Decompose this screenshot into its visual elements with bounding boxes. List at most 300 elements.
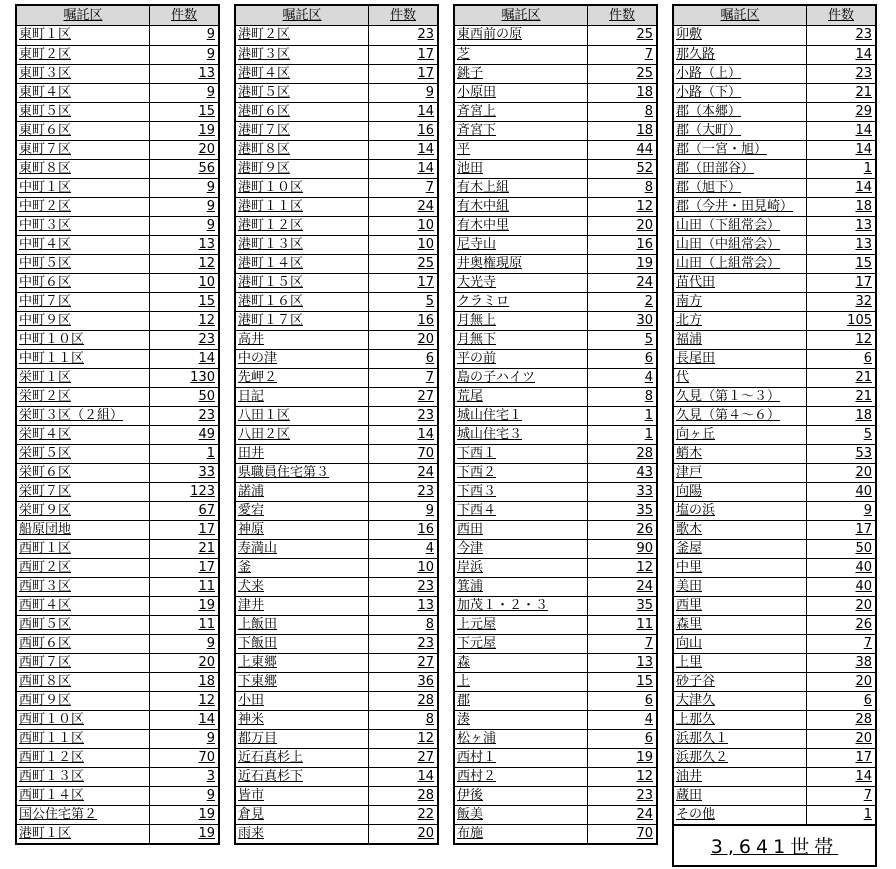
table-row [17,767,218,786]
count-cell: 7 [863,636,872,651]
table-row [674,634,875,653]
district-cell: 今津 [455,540,588,558]
district-cell: 国公住宅第２ [17,806,150,824]
count-cell: 23 [417,636,434,651]
count-cell: 13 [198,66,215,81]
district-cell: 中町５区 [17,255,150,273]
district-cell: 湊 [455,711,588,729]
count-cell: 6 [425,351,434,366]
count-cell: 8 [644,104,653,119]
district-cell: 西町１区 [17,540,150,558]
count-cell: 9 [206,788,215,803]
count-cell: 27 [417,655,434,670]
district-cell: 栄町１区 [17,369,150,387]
count-cell: 12 [636,560,653,575]
district-cell: 神原 [236,521,369,539]
count-cell: 1 [863,807,872,822]
count-cell: 27 [417,750,434,765]
table-column-1 [15,4,220,845]
count-cell: 4 [644,370,653,385]
district-cell: 港町１２区 [236,217,369,235]
table-row [674,292,875,311]
table-row [236,102,437,121]
table-row [674,805,875,824]
table-row [674,748,875,767]
count-cell: 17 [417,66,434,81]
count-cell: 36 [417,674,434,689]
table-row [455,767,656,786]
table-row [455,83,656,102]
count-cell: 3 [206,769,215,784]
count-cell: 23 [198,408,215,423]
district-cell: 芝 [455,46,588,64]
district-cell: 港町１６区 [236,293,369,311]
district-cell: 西町３区 [17,578,150,596]
table-row [674,349,875,368]
count-cell: 17 [855,522,872,537]
district-cell: 東町８区 [17,160,150,178]
table-row [17,26,218,45]
table-row [674,672,875,691]
district-cell: 小田 [236,692,369,710]
district-cell: 浜那久２ [674,749,807,767]
district-cell: 上元屋 [455,616,588,634]
district-cell: 中町１１区 [17,350,150,368]
count-cell: 14 [198,351,215,366]
table-row [455,653,656,672]
count-cell: 6 [644,731,653,746]
count-cell: 14 [855,769,872,784]
count-cell: 1 [206,446,215,461]
table-row [674,710,875,729]
district-header: 嘱託区 [674,6,807,25]
table-row [455,577,656,596]
district-cell: 西町１４区 [17,787,150,805]
table-row [17,539,218,558]
count-cell: 15 [636,674,653,689]
count-cell: 19 [636,750,653,765]
count-cell: 25 [636,66,653,81]
count-cell: 14 [417,142,434,157]
count-cell: 35 [636,598,653,613]
count-cell: 40 [855,560,872,575]
table-row [674,216,875,235]
district-cell: 愛宕 [236,502,369,520]
district-cell: 栄町６区 [17,464,150,482]
table-row [17,691,218,710]
district-cell: 東町２区 [17,46,150,64]
count-cell: 14 [855,180,872,195]
table-row [455,197,656,216]
count-cell: 9 [206,85,215,100]
table-row [236,425,437,444]
table-row [674,767,875,786]
district-cell: 県職員住宅第３ [236,464,369,482]
table-row [455,729,656,748]
table-row [236,292,437,311]
table-row [455,235,656,254]
count-cell: 9 [206,47,215,62]
table-row [236,444,437,463]
table-row [674,45,875,64]
district-cell: 斉宮上 [455,103,588,121]
count-cell: 11 [636,617,653,632]
table-row [236,596,437,615]
table-row [17,634,218,653]
district-cell: 港町６区 [236,103,369,121]
count-cell: 7 [425,180,434,195]
district-cell: 西町１１区 [17,730,150,748]
table-row [17,83,218,102]
district-cell: 有木上組 [455,179,588,197]
district-cell: 郡 [455,692,588,710]
count-cell: 1 [644,427,653,442]
district-cell: 倉見 [236,806,369,824]
district-cell: 北方 [674,312,807,330]
table-row [674,121,875,140]
count-cell: 18 [636,123,653,138]
table-row [236,64,437,83]
table-row [236,463,437,482]
district-cell: 港町１区 [17,825,150,843]
table-row [674,425,875,444]
count-cell: 33 [636,484,653,499]
table-row [236,748,437,767]
table-row [236,615,437,634]
count-cell: 7 [644,47,653,62]
district-cell: 釜屋 [674,540,807,558]
table-row [455,558,656,577]
district-cell: 皆市 [236,787,369,805]
count-cell: 23 [417,579,434,594]
table-column-4 [672,4,877,867]
district-cell: 港町４区 [236,65,369,83]
table-row [236,216,437,235]
count-cell: 52 [636,161,653,176]
table-row [455,805,656,824]
district-cell: 栄町９区 [17,502,150,520]
count-cell: 20 [855,465,872,480]
count-cell: 9 [206,218,215,233]
district-cell: 小原田 [455,84,588,102]
district-cell: 中里 [674,559,807,577]
district-cell: 中町６区 [17,274,150,292]
count-cell: 5 [863,427,872,442]
table-row [455,539,656,558]
count-cell: 23 [417,27,434,42]
count-cell: 35 [636,503,653,518]
count-cell: 17 [198,560,215,575]
count-cell: 53 [855,446,872,461]
district-cell: 銚子 [455,65,588,83]
district-cell: 東町１区 [17,26,150,45]
table-row [674,26,875,45]
count-cell: 9 [863,503,872,518]
district-cell: 東西前の原 [455,26,588,45]
table-row [236,805,437,824]
count-cell: 6 [863,693,872,708]
district-cell: 山田（上組常会） [674,255,807,273]
count-cell: 24 [636,275,653,290]
count-cell: 44 [636,142,653,157]
count-cell: 2 [644,294,653,309]
count-cell: 14 [855,47,872,62]
table-row [674,254,875,273]
table-row [236,368,437,387]
table-row [455,710,656,729]
table-row [236,539,437,558]
district-cell: 港町１５区 [236,274,369,292]
district-cell: 港町１０区 [236,179,369,197]
count-cell: 6 [644,351,653,366]
count-cell: 12 [198,313,215,328]
count-cell: 40 [855,579,872,594]
district-cell: 山田（中組常会） [674,236,807,254]
table-row [236,691,437,710]
count-cell: 9 [425,503,434,518]
table-row [674,558,875,577]
table-row [236,330,437,349]
table-row [17,520,218,539]
count-cell: 21 [855,85,872,100]
district-cell: 森 [455,654,588,672]
district-cell: 上里 [674,654,807,672]
district-cell: 津戸 [674,464,807,482]
count-cell: 9 [206,199,215,214]
table-row [17,729,218,748]
district-cell: 卯敷 [674,26,807,45]
table-row [236,729,437,748]
district-cell: 森里 [674,616,807,634]
count-cell: 19 [636,256,653,271]
count-cell: 70 [417,446,434,461]
table-row [455,634,656,653]
district-cell: 伊後 [455,787,588,805]
district-cell: 有木中組 [455,198,588,216]
count-cell: 24 [417,199,434,214]
count-cell: 29 [855,104,872,119]
count-cell: 10 [198,275,215,290]
count-cell: 23 [855,66,872,81]
table-row [17,235,218,254]
count-cell: 17 [417,47,434,62]
count-cell: 20 [198,142,215,157]
district-cell: 西町９区 [17,692,150,710]
table-row [236,140,437,159]
district-cell: 向山 [674,635,807,653]
table-row [236,349,437,368]
count-cell: 13 [636,655,653,670]
district-cell: 蛸木 [674,445,807,463]
count-cell: 130 [190,370,215,385]
count-header: 件数 [608,8,635,23]
table-header [236,6,437,26]
count-cell: 15 [198,294,215,309]
count-cell: 18 [636,85,653,100]
table-row [674,140,875,159]
table-row [455,216,656,235]
count-cell: 7 [425,370,434,385]
district-cell: 諾浦 [236,483,369,501]
count-cell: 32 [855,294,872,309]
count-cell: 24 [636,579,653,594]
table-row [236,235,437,254]
table-row [17,102,218,121]
count-cell: 28 [417,788,434,803]
table-row [236,311,437,330]
count-cell: 12 [636,199,653,214]
table-row [236,26,437,45]
district-cell: 先岬２ [236,369,369,387]
table-row [17,805,218,824]
count-cell: 23 [198,332,215,347]
district-cell: 上東郷 [236,654,369,672]
table-row [17,330,218,349]
table-row [17,463,218,482]
table-row [455,691,656,710]
table-row [455,102,656,121]
table-row [455,444,656,463]
district-cell: 犬来 [236,578,369,596]
table-row [455,786,656,805]
district-cell: 高井 [236,331,369,349]
table-row [236,387,437,406]
district-cell: 苗代田 [674,274,807,292]
district-cell: 下東郷 [236,673,369,691]
table-row [674,615,875,634]
district-cell: 西町１３区 [17,768,150,786]
table-row [17,292,218,311]
table-row [455,824,656,843]
count-cell: 28 [417,693,434,708]
table-row [236,197,437,216]
table-row [236,406,437,425]
count-cell: 25 [636,27,653,42]
district-table-4 [672,4,877,826]
district-cell: 郡（本郷） [674,103,807,121]
count-cell: 56 [198,161,215,176]
count-cell: 28 [855,712,872,727]
district-cell: 釜 [236,559,369,577]
table-row [17,482,218,501]
district-cell: 津井 [236,597,369,615]
district-cell: 日記 [236,388,369,406]
table-row [236,653,437,672]
count-cell: 12 [855,332,872,347]
table-row [455,368,656,387]
table-row [674,102,875,121]
table-row [17,159,218,178]
table-row [674,786,875,805]
district-cell: 中町１区 [17,179,150,197]
count-cell: 11 [198,579,215,594]
table-row [455,330,656,349]
table-row [455,140,656,159]
count-cell: 15 [855,256,872,271]
table-header [17,6,218,26]
district-cell: 加茂１・２・３ [455,597,588,615]
table-row [455,387,656,406]
district-cell: 久見（第４～６） [674,407,807,425]
district-cell: 西町１２区 [17,749,150,767]
count-cell: 17 [855,275,872,290]
district-header: 嘱託区 [236,6,369,25]
count-cell: 16 [417,313,434,328]
table-row [674,368,875,387]
table-row [17,349,218,368]
count-cell: 38 [855,655,872,670]
table-row [674,83,875,102]
count-cell: 9 [206,180,215,195]
district-cell: 港町３区 [236,46,369,64]
district-cell: 下西２ [455,464,588,482]
table-row [674,463,875,482]
district-cell: 郡（大町） [674,122,807,140]
table-row [674,691,875,710]
table-row [674,235,875,254]
district-cell: 城山住宅１ [455,407,588,425]
district-cell: 大光寺 [455,274,588,292]
table-row [674,387,875,406]
district-cell: 八田２区 [236,426,369,444]
count-cell: 33 [198,465,215,480]
district-cell: 中町３区 [17,217,150,235]
count-cell: 20 [855,731,872,746]
district-cell: 上 [455,673,588,691]
count-header: 件数 [827,8,854,23]
count-cell: 8 [425,617,434,632]
count-header: 件数 [170,8,197,23]
district-cell: 近石真杉下 [236,768,369,786]
district-cell: クラミロ [455,293,588,311]
count-cell: 13 [855,237,872,252]
district-cell: 雨来 [236,825,369,843]
count-cell: 1 [863,161,872,176]
table-row [455,501,656,520]
district-cell: 西田 [455,521,588,539]
district-cell: 下西４ [455,502,588,520]
district-cell: 東町５区 [17,103,150,121]
table-row [236,273,437,292]
table-row [17,121,218,140]
table-row [236,672,437,691]
table-row [17,406,218,425]
table-row [17,786,218,805]
district-cell: 西村１ [455,749,588,767]
count-cell: 21 [855,370,872,385]
district-table-1 [15,4,220,845]
district-cell: 東町４区 [17,84,150,102]
count-cell: 10 [417,560,434,575]
count-cell: 14 [417,427,434,442]
district-cell: 砂子谷 [674,673,807,691]
count-cell: 23 [636,788,653,803]
count-cell: 4 [644,712,653,727]
count-cell: 22 [417,807,434,822]
district-cell: 栄町３区（２組） [17,407,150,425]
count-cell: 14 [417,769,434,784]
table-row [455,45,656,64]
district-cell: 西町６区 [17,635,150,653]
district-cell: 月無上 [455,312,588,330]
count-cell: 43 [636,465,653,480]
count-cell: 25 [417,256,434,271]
district-cell: 西町４区 [17,597,150,615]
district-table-2 [234,4,439,845]
count-cell: 12 [636,769,653,784]
district-cell: 郡（旭下） [674,179,807,197]
count-cell: 50 [855,541,872,556]
